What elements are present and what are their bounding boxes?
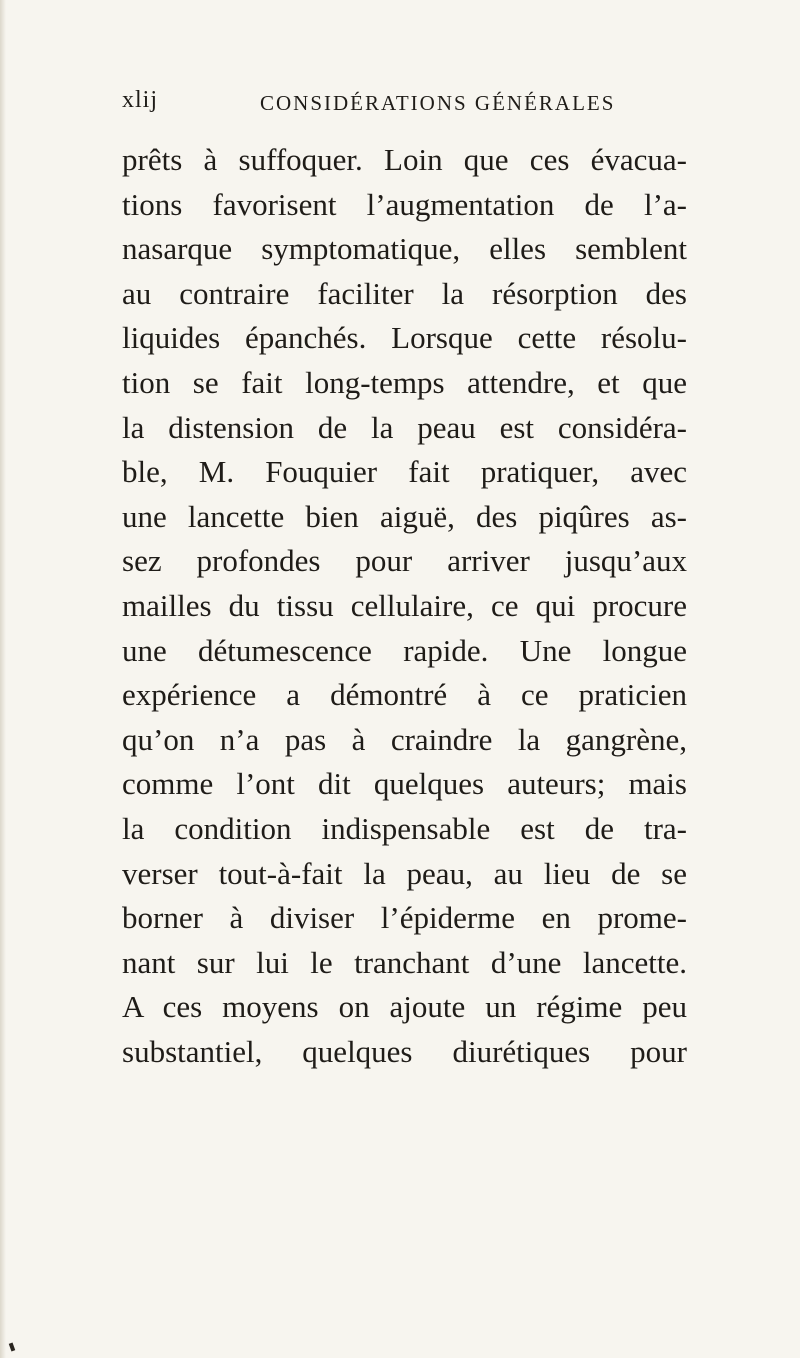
text-line: borner à diviser l’épiderme en prome- (122, 900, 687, 936)
running-head: CONSIDÉRATIONS GÉNÉRALES (260, 91, 616, 115)
ink-speck (9, 1343, 15, 1352)
text-line: tions favorisent l’augmentation de l’a- (122, 186, 687, 222)
text-line: une lancette bien aiguë, des piqûres as- (122, 498, 687, 534)
page-number: xlij (122, 87, 159, 113)
text-line: nant sur lui le tranchant d’une lancette. (122, 944, 687, 980)
scan-edge-shadow (0, 0, 6, 1358)
text-line: tion se fait long-temps attendre, et que (122, 364, 687, 400)
text-line: une détumescence rapide. Une longue (122, 632, 687, 668)
text-line: qu’on n’a pas à craindre la gangrène, (122, 721, 687, 757)
text-line: prêts à suffoquer. Loin que ces évacua- (122, 142, 687, 177)
page-header (122, 85, 682, 125)
text-line: au contraire faciliter la résorption des (122, 275, 687, 311)
text-line: A ces moyens on ajoute un régime peu (122, 989, 687, 1025)
text-line: substantiel, quelques diurétiques pour (122, 1033, 687, 1069)
text-line: la condition indispensable est de tra- (122, 810, 687, 846)
text-line: nasarque symptomatique, elles semblent (122, 231, 687, 267)
text-line: comme l’ont dit quelques auteurs; mais (122, 766, 687, 802)
text-line: expérience a démontré à ce praticien (122, 677, 687, 713)
text-line: la distension de la peau est considéra- (122, 409, 687, 445)
text-line: verser tout-à-fait la peau, au lieu de se (122, 855, 687, 891)
text-line: sez profondes pour arriver jusqu’aux (122, 543, 687, 579)
text-line: ble, M. Fouquier fait pratiquer, avec (122, 454, 687, 490)
text-line: liquides épanchés. Lorsque cette résolu- (122, 320, 687, 356)
body-text (122, 138, 687, 1074)
text-line: mailles du tissu cellulaire, ce qui procure (122, 587, 687, 623)
